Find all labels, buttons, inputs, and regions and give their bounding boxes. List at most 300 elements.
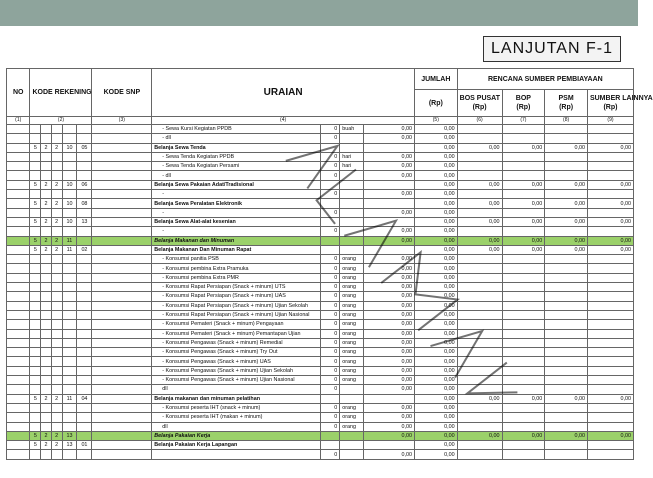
cell-volume: 0 xyxy=(320,134,339,143)
cell-no xyxy=(7,292,30,301)
cell-kode-snp xyxy=(92,292,152,301)
cell-kode-3 xyxy=(51,171,62,180)
cell-kode-3: 2 xyxy=(51,236,62,245)
table-row xyxy=(7,310,634,319)
cell-bop xyxy=(502,292,545,301)
cell-uraian: - Konsumsi panitia PSB xyxy=(152,255,321,264)
cell-kode-4 xyxy=(62,227,77,236)
cell-bop xyxy=(502,273,545,282)
cell-uraian: - Sewa Tenda Kegiatan Persami xyxy=(152,162,321,171)
cell-kode-5 xyxy=(77,403,92,412)
cell-bos xyxy=(457,171,502,180)
cell-lainnya xyxy=(587,227,633,236)
cell-kode-1 xyxy=(30,385,41,394)
cell-lainnya: 0,00 xyxy=(587,199,633,208)
cell-psm xyxy=(545,422,588,431)
cell-uraian: Belanja makanan dan minuman pelatihan xyxy=(152,394,321,403)
cell-bop xyxy=(502,171,545,180)
cell-volume: 0 xyxy=(320,283,339,292)
cell-no xyxy=(7,273,30,282)
cell-harga: 0,00 xyxy=(363,357,414,366)
cell-kode-2 xyxy=(41,413,52,422)
cell-kode-5 xyxy=(77,385,92,394)
cell-satuan: orang xyxy=(340,264,363,273)
cell-satuan: hari xyxy=(340,162,363,171)
cell-satuan xyxy=(340,450,363,459)
cell-harga: 0,00 xyxy=(363,292,414,301)
cell-kode-3: 2 xyxy=(51,143,62,152)
cell-psm xyxy=(545,450,588,459)
cell-kode-4 xyxy=(62,190,77,199)
cell-jumlah: 0,00 xyxy=(414,376,457,385)
cell-kode-snp xyxy=(92,320,152,329)
cell-kode-1 xyxy=(30,283,41,292)
cell-kode-3 xyxy=(51,348,62,357)
cell-bos: 0,00 xyxy=(457,143,502,152)
cell-psm xyxy=(545,227,588,236)
cell-volume: 0 xyxy=(320,357,339,366)
col-num-1: (1) xyxy=(7,117,30,125)
table-row xyxy=(7,264,634,273)
cell-psm xyxy=(545,152,588,161)
cell-harga: 0,00 xyxy=(363,450,414,459)
cell-jumlah: 0,00 xyxy=(414,385,457,394)
cell-kode-2: 2 xyxy=(41,143,52,152)
cell-jumlah: 0,00 xyxy=(414,431,457,440)
cell-bos: 0,00 xyxy=(457,245,502,254)
cell-no xyxy=(7,190,30,199)
cell-no xyxy=(7,413,30,422)
cell-kode-4 xyxy=(62,320,77,329)
psm-rp: (Rp) xyxy=(559,104,574,111)
cell-kode-5: 13 xyxy=(77,217,92,226)
lainnya-label: SUMBER LAINNYA xyxy=(589,95,653,102)
cell-kode-5 xyxy=(77,190,92,199)
cell-no xyxy=(7,255,30,264)
cell-kode-4: 11 xyxy=(62,394,77,403)
cell-kode-4 xyxy=(62,125,77,134)
cell-kode-snp xyxy=(92,227,152,236)
table-row xyxy=(7,376,634,385)
cell-kode-snp xyxy=(92,403,152,412)
cell-jumlah: 0,00 xyxy=(414,236,457,245)
cell-uraian: dll xyxy=(152,422,321,431)
cell-psm xyxy=(545,338,588,347)
cell-kode-4 xyxy=(62,385,77,394)
cell-kode-4 xyxy=(62,162,77,171)
cell-lainnya xyxy=(587,320,633,329)
cell-kode-3: 2 xyxy=(51,245,62,254)
cell-harga: 0,00 xyxy=(363,301,414,310)
cell-kode-1 xyxy=(30,338,41,347)
cell-kode-2 xyxy=(41,273,52,282)
cell-kode-2: 2 xyxy=(41,236,52,245)
cell-kode-2 xyxy=(41,208,52,217)
cell-no xyxy=(7,236,30,245)
cell-kode-1 xyxy=(30,301,41,310)
cell-kode-1: 5 xyxy=(30,217,41,226)
cell-bop: 0,00 xyxy=(502,199,545,208)
cell-kode-5 xyxy=(77,310,92,319)
cell-bos xyxy=(457,208,502,217)
cell-lainnya: 0,00 xyxy=(587,143,633,152)
cell-lainnya xyxy=(587,385,633,394)
cell-satuan: orang xyxy=(340,320,363,329)
cell-volume: 0 xyxy=(320,190,339,199)
cell-kode-1 xyxy=(30,208,41,217)
cell-lainnya xyxy=(587,422,633,431)
cell-lainnya: 0,00 xyxy=(587,394,633,403)
cell-psm xyxy=(545,366,588,375)
cell-kode-1: 5 xyxy=(30,431,41,440)
cell-kode-2 xyxy=(41,366,52,375)
col-num-4: (4) xyxy=(152,117,415,125)
cell-jumlah: 0,00 xyxy=(414,180,457,189)
cell-no xyxy=(7,245,30,254)
header-rencana: RENCANA SUMBER PEMBIAYAAN xyxy=(457,69,633,90)
cell-jumlah: 0,00 xyxy=(414,292,457,301)
cell-kode-5 xyxy=(77,376,92,385)
cell-uraian: - Sewa Tenda Kegiatan PPDB xyxy=(152,152,321,161)
cell-no xyxy=(7,162,30,171)
cell-psm xyxy=(545,385,588,394)
cell-kode-2 xyxy=(41,348,52,357)
cell-kode-5 xyxy=(77,283,92,292)
table-row xyxy=(7,338,634,347)
cell-psm xyxy=(545,413,588,422)
cell-volume xyxy=(320,441,339,450)
cell-jumlah: 0,00 xyxy=(414,245,457,254)
cell-kode-5: 06 xyxy=(77,180,92,189)
cell-uraian: Belanja Sewa Pakaian Adat/Tradisional xyxy=(152,180,321,189)
cell-kode-1 xyxy=(30,310,41,319)
cell-volume: 0 xyxy=(320,227,339,236)
cell-kode-snp xyxy=(92,255,152,264)
cell-jumlah: 0,00 xyxy=(414,441,457,450)
cell-psm xyxy=(545,125,588,134)
cell-satuan: orang xyxy=(340,338,363,347)
cell-psm: 0,00 xyxy=(545,199,588,208)
cell-jumlah: 0,00 xyxy=(414,134,457,143)
cell-kode-5 xyxy=(77,320,92,329)
cell-kode-2 xyxy=(41,329,52,338)
cell-harga xyxy=(363,441,414,450)
cell-kode-3: 2 xyxy=(51,217,62,226)
cell-kode-3 xyxy=(51,403,62,412)
cell-kode-snp xyxy=(92,357,152,366)
cell-kode-5 xyxy=(77,264,92,273)
cell-lainnya xyxy=(587,273,633,282)
header-no: NO xyxy=(7,69,30,117)
cell-satuan xyxy=(340,385,363,394)
cell-volume: 0 xyxy=(320,162,339,171)
header-jumlah-rp: (Rp) xyxy=(414,90,457,117)
cell-no xyxy=(7,441,30,450)
cell-harga: 0,00 xyxy=(363,366,414,375)
table-row xyxy=(7,283,634,292)
cell-kode-4 xyxy=(62,152,77,161)
cell-lainnya xyxy=(587,348,633,357)
cell-kode-1 xyxy=(30,320,41,329)
cell-kode-2 xyxy=(41,264,52,273)
cell-kode-snp xyxy=(92,217,152,226)
cell-kode-4 xyxy=(62,376,77,385)
cell-kode-4 xyxy=(62,208,77,217)
cell-volume: 0 xyxy=(320,208,339,217)
cell-volume: 0 xyxy=(320,385,339,394)
cell-uraian: Belanja Sewa Alat-alat kesenian xyxy=(152,217,321,226)
cell-no xyxy=(7,376,30,385)
header-sumber-lainnya xyxy=(587,90,653,117)
cell-harga: 0,00 xyxy=(363,385,414,394)
cell-uraian: Belanja Sewa Tenda xyxy=(152,143,321,152)
cell-bop xyxy=(502,152,545,161)
cell-bop xyxy=(502,450,545,459)
cell-kode-3 xyxy=(51,366,62,375)
cell-kode-snp xyxy=(92,162,152,171)
cell-kode-1: 5 xyxy=(30,236,41,245)
cell-kode-4: 10 xyxy=(62,143,77,152)
cell-kode-1 xyxy=(30,413,41,422)
header-kode-snp: KODE SNP xyxy=(92,69,152,117)
cell-harga: 0,00 xyxy=(363,348,414,357)
cell-kode-2 xyxy=(41,283,52,292)
bop-label: BOP xyxy=(515,95,531,102)
cell-volume: 0 xyxy=(320,320,339,329)
cell-kode-4: 13 xyxy=(62,441,77,450)
cell-kode-3 xyxy=(51,125,62,134)
cell-harga: 0,00 xyxy=(363,208,414,217)
cell-bop: 0,00 xyxy=(502,431,545,440)
cell-psm: 0,00 xyxy=(545,217,588,226)
cell-kode-snp xyxy=(92,125,152,134)
cell-kode-2: 2 xyxy=(41,394,52,403)
cell-volume: 0 xyxy=(320,422,339,431)
cell-kode-3 xyxy=(51,413,62,422)
cell-harga: 0,00 xyxy=(363,152,414,161)
cell-lainnya xyxy=(587,450,633,459)
cell-kode-snp xyxy=(92,394,152,403)
cell-kode-1 xyxy=(30,422,41,431)
cell-kode-4 xyxy=(62,273,77,282)
header-kode-rekening: KODE REKENING xyxy=(30,69,92,117)
cell-kode-5 xyxy=(77,171,92,180)
cell-volume xyxy=(320,431,339,440)
cell-kode-1 xyxy=(30,329,41,338)
cell-kode-4 xyxy=(62,134,77,143)
cell-kode-3 xyxy=(51,301,62,310)
cell-jumlah: 0,00 xyxy=(414,348,457,357)
cell-psm xyxy=(545,301,588,310)
cell-kode-2 xyxy=(41,152,52,161)
cell-uraian: - Konsumsi Rapat Persiapan (Snack + minum) UAS xyxy=(152,292,321,301)
cell-psm xyxy=(545,441,588,450)
cell-no xyxy=(7,217,30,226)
cell-jumlah: 0,00 xyxy=(414,413,457,422)
cell-kode-snp xyxy=(92,422,152,431)
col-num-3: (3) xyxy=(92,117,152,125)
cell-kode-2: 2 xyxy=(41,199,52,208)
cell-psm xyxy=(545,376,588,385)
cell-jumlah: 0,00 xyxy=(414,171,457,180)
cell-kode-3 xyxy=(51,385,62,394)
cell-kode-snp xyxy=(92,190,152,199)
cell-kode-5: 05 xyxy=(77,143,92,152)
cell-no xyxy=(7,171,30,180)
cell-bos: 0,00 xyxy=(457,236,502,245)
cell-bop xyxy=(502,264,545,273)
bos-rp: (Rp) xyxy=(472,104,487,111)
cell-kode-2 xyxy=(41,227,52,236)
cell-satuan: orang xyxy=(340,329,363,338)
cell-uraian: - dll xyxy=(152,171,321,180)
cell-kode-4 xyxy=(62,450,77,459)
cell-kode-1: 5 xyxy=(30,394,41,403)
cell-harga: 0,00 xyxy=(363,310,414,319)
cell-kode-3 xyxy=(51,450,62,459)
cell-kode-5 xyxy=(77,301,92,310)
cell-no xyxy=(7,208,30,217)
cell-kode-5 xyxy=(77,236,92,245)
cell-kode-2 xyxy=(41,190,52,199)
cell-psm: 0,00 xyxy=(545,143,588,152)
cell-uraian: - Konsumsi Rapat Persiapan (Snack + minum) UTS xyxy=(152,283,321,292)
cell-kode-1: 5 xyxy=(30,180,41,189)
cell-no xyxy=(7,366,30,375)
cell-bop xyxy=(502,190,545,199)
cell-kode-1 xyxy=(30,348,41,357)
cell-volume: 0 xyxy=(320,273,339,282)
cell-kode-4: 10 xyxy=(62,217,77,226)
cell-kode-5 xyxy=(77,431,92,440)
cell-lainnya xyxy=(587,125,633,134)
cell-psm xyxy=(545,310,588,319)
cell-kode-5 xyxy=(77,329,92,338)
cell-psm: 0,00 xyxy=(545,394,588,403)
col-num-2: (2) xyxy=(30,117,92,125)
cell-no xyxy=(7,125,30,134)
cell-satuan: orang xyxy=(340,357,363,366)
cell-jumlah: 0,00 xyxy=(414,199,457,208)
cell-harga: 0,00 xyxy=(363,273,414,282)
cell-kode-1 xyxy=(30,152,41,161)
cell-volume: 0 xyxy=(320,413,339,422)
cell-kode-3 xyxy=(51,273,62,282)
cell-psm xyxy=(545,283,588,292)
cell-kode-snp xyxy=(92,450,152,459)
cell-psm xyxy=(545,292,588,301)
cell-kode-snp xyxy=(92,245,152,254)
cell-kode-5 xyxy=(77,152,92,161)
cell-kode-5 xyxy=(77,255,92,264)
cell-kode-3: 2 xyxy=(51,199,62,208)
cell-uraian: Belanja Sewa Peralatan Elektronik xyxy=(152,199,321,208)
cell-satuan: orang xyxy=(340,255,363,264)
cell-kode-3 xyxy=(51,227,62,236)
cell-bop: 0,00 xyxy=(502,180,545,189)
cell-bop xyxy=(502,310,545,319)
cell-kode-snp xyxy=(92,236,152,245)
cell-jumlah: 0,00 xyxy=(414,283,457,292)
cell-kode-snp xyxy=(92,338,152,347)
cell-volume: 0 xyxy=(320,403,339,412)
cell-kode-snp xyxy=(92,171,152,180)
cell-harga: 0,00 xyxy=(363,329,414,338)
cell-bos xyxy=(457,152,502,161)
cell-psm: 0,00 xyxy=(545,245,588,254)
cell-jumlah: 0,00 xyxy=(414,450,457,459)
cell-jumlah: 0,00 xyxy=(414,338,457,347)
cell-jumlah: 0,00 xyxy=(414,190,457,199)
cell-kode-5 xyxy=(77,208,92,217)
cell-kode-snp xyxy=(92,264,152,273)
cell-kode-5: 01 xyxy=(77,441,92,450)
cell-harga: 0,00 xyxy=(363,283,414,292)
cell-jumlah: 0,00 xyxy=(414,422,457,431)
cell-harga: 0,00 xyxy=(363,338,414,347)
cell-uraian: - Konsumsi Pengawas (Snack + minum) UAS xyxy=(152,357,321,366)
cell-lainnya xyxy=(587,264,633,273)
cell-no xyxy=(7,422,30,431)
cell-kode-2: 2 xyxy=(41,245,52,254)
cell-uraian: - Konsumsi Pengawas (Snack + minum) Remedial xyxy=(152,338,321,347)
cell-lainnya xyxy=(587,357,633,366)
cell-uraian xyxy=(152,450,321,459)
cell-kode-snp xyxy=(92,385,152,394)
cell-kode-snp xyxy=(92,208,152,217)
cell-no xyxy=(7,227,30,236)
cell-kode-2 xyxy=(41,162,52,171)
cell-kode-1 xyxy=(30,227,41,236)
cell-psm xyxy=(545,162,588,171)
cell-kode-1: 5 xyxy=(30,199,41,208)
cell-jumlah: 0,00 xyxy=(414,264,457,273)
cell-kode-3: 2 xyxy=(51,394,62,403)
cell-kode-3 xyxy=(51,357,62,366)
cell-kode-2: 2 xyxy=(41,441,52,450)
cell-kode-2 xyxy=(41,125,52,134)
col-num-8: (8) xyxy=(545,117,588,125)
cell-uraian: - Konsumsi pembina Extra Pramuka xyxy=(152,264,321,273)
cell-kode-2 xyxy=(41,338,52,347)
cell-jumlah: 0,00 xyxy=(414,255,457,264)
cell-kode-2 xyxy=(41,376,52,385)
cell-harga: 0,00 xyxy=(363,376,414,385)
cell-kode-5 xyxy=(77,348,92,357)
table-row xyxy=(7,301,634,310)
cell-uraian: - Konsumsi Pengawas (Snack + minum) Ujian Nasional xyxy=(152,376,321,385)
cell-kode-1 xyxy=(30,134,41,143)
cell-psm xyxy=(545,255,588,264)
cell-kode-2 xyxy=(41,357,52,366)
cell-kode-5 xyxy=(77,227,92,236)
cell-kode-3: 2 xyxy=(51,431,62,440)
cell-kode-3 xyxy=(51,376,62,385)
cell-kode-2 xyxy=(41,450,52,459)
cell-uraian: - Konsumsi Pengawas (Snack + minum) Try Out xyxy=(152,348,321,357)
cell-bop xyxy=(502,125,545,134)
cell-bop: 0,00 xyxy=(502,236,545,245)
cell-harga: 0,00 xyxy=(363,255,414,264)
cell-kode-snp xyxy=(92,376,152,385)
cell-bop xyxy=(502,134,545,143)
cell-psm xyxy=(545,134,588,143)
cell-lainnya xyxy=(587,171,633,180)
cell-jumlah: 0,00 xyxy=(414,320,457,329)
cell-no xyxy=(7,310,30,319)
cell-no xyxy=(7,152,30,161)
cell-volume: 0 xyxy=(320,152,339,161)
